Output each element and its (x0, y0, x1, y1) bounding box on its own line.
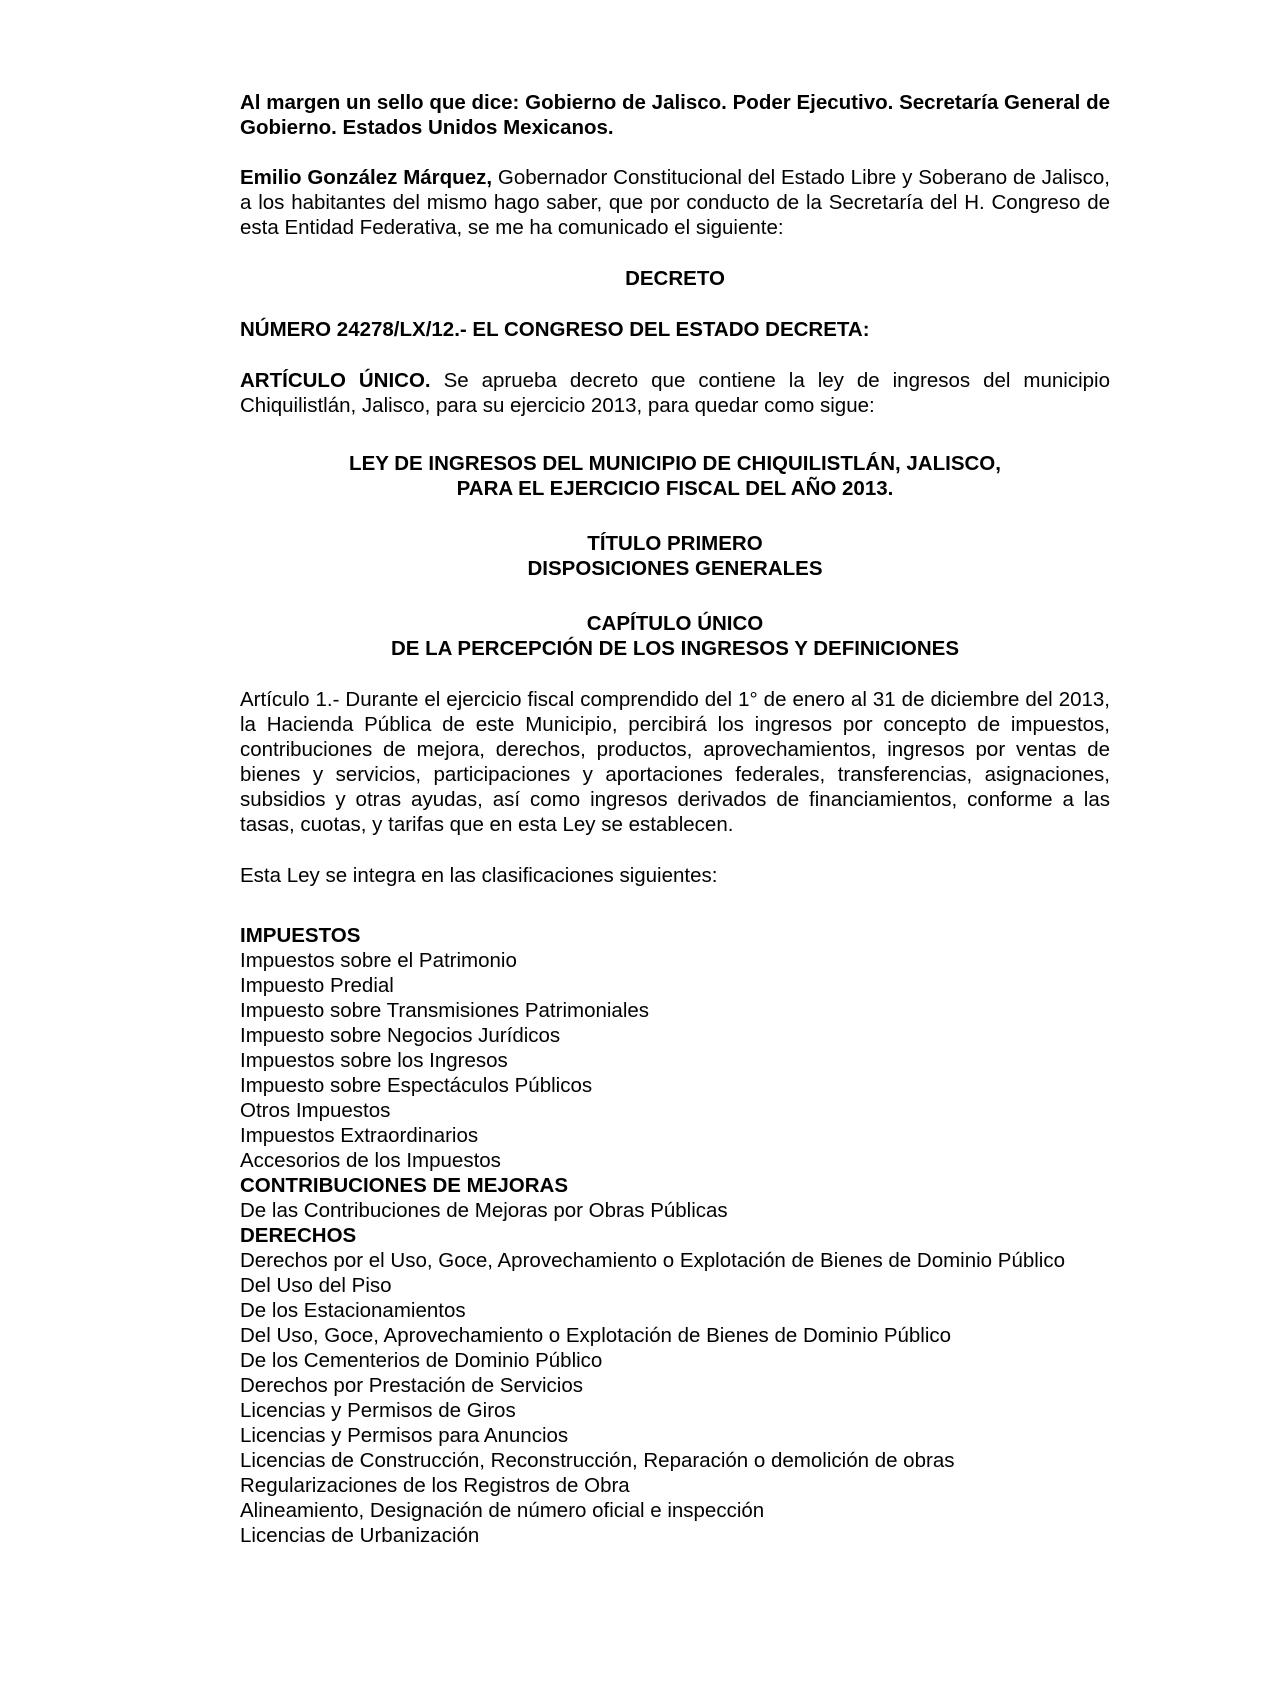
classification-list (240, 923, 1110, 1548)
list-item: Licencias y Permisos de Giros (240, 1399, 516, 1422)
title-line-2: DISPOSICIONES GENERALES (527, 557, 823, 580)
title-line-1: TÍTULO PRIMERO (587, 532, 763, 555)
list-item: Derechos por Prestación de Servicios (240, 1374, 583, 1397)
stamp-note: Al margen un sello que dice: Gobierno de Jalisco. Poder Ejecutivo. Secretaría General de Gobierno. Estados Unidos Mexicanos. (240, 91, 1110, 139)
governor-text: Gobernador Constitucional del Estado Libre y Soberano de Jalisco, a los habitantes del mismo hago saber, que por conducto de la Secretaría del H. Congreso de esta Entidad Federativa, se me ha comunicado el siguiente: (240, 166, 1110, 239)
list-item: Licencias de Urbanización (240, 1524, 480, 1547)
list-item: Impuestos sobre los Ingresos (240, 1049, 508, 1072)
title-primero (240, 531, 1110, 581)
list-item: Impuesto sobre Negocios Jurídicos (240, 1024, 561, 1047)
list-item: Impuestos sobre el Patrimonio (240, 949, 517, 972)
section-heading-contribuciones: CONTRIBUCIONES DE MEJORAS (240, 1174, 569, 1197)
list-item: Impuestos Extraordinarios (240, 1124, 479, 1147)
classification-intro: Esta Ley se integra en las clasificaciones siguientes: (240, 864, 718, 887)
list-item: Accesorios de los Impuestos (240, 1149, 501, 1172)
list-item: Licencias de Construcción, Reconstrucción, Reparación o demolición de obras (240, 1449, 955, 1472)
list-item: De las Contribuciones de Mejoras por Obras Públicas (240, 1199, 728, 1222)
law-title (240, 451, 1110, 501)
chapter-heading (240, 611, 1110, 661)
chapter-line-2: DE LA PERCEPCIÓN DE LOS INGRESOS Y DEFINICIONES (390, 637, 960, 660)
list-item: Alineamiento, Designación de número oficial e inspección (240, 1499, 765, 1522)
list-item: Otros Impuestos (240, 1099, 391, 1122)
article-1-paragraph: Artículo 1.- Durante el ejercicio fiscal comprendido del 1° de enero al 31 de diciembre del 2013, la Hacienda Pública de este Municipio, percibirá los ingresos por concepto de impuestos, contribuciones de mejora, derechos, productos, aprovechamientos, ingresos por ventas de bienes y servicios, participaciones y aportaciones federales, transferencias, asignaciones, subsidios y otras ayudas, así como ingresos derivados de financiamientos, conforme a las tasas, cuotas, y tarifas que en esta Ley se establecen. (240, 688, 1110, 836)
list-item: Impuesto sobre Transmisiones Patrimoniales (240, 999, 650, 1022)
decree-number: NÚMERO 24278/LX/12.- EL CONGRESO DEL ESTADO DECRETA: (240, 318, 870, 341)
chapter-line-1: CAPÍTULO ÚNICO (586, 612, 764, 635)
list-item: Licencias y Permisos para Anuncios (240, 1424, 569, 1447)
law-title-line-1: LEY DE INGRESOS DEL MUNICIPIO DE CHIQUILISTLÁN, JALISCO, (349, 452, 1001, 475)
law-title-line-2: PARA EL EJERCICIO FISCAL DEL AÑO 2013. (456, 477, 894, 500)
list-item: Del Uso, Goce, Aprovechamiento o Explotación de Bienes de Dominio Público (240, 1324, 952, 1347)
article-unico-text: Se aprueba decreto que contiene la ley de ingresos del municipio Chiquilistlán, Jalisco, para su ejercicio 2013, para quedar como sigue: (240, 369, 1110, 417)
list-item: De los Cementerios de Dominio Público (240, 1349, 603, 1372)
article-unico-paragraph (240, 368, 1110, 418)
article-unico-label: ARTÍCULO ÚNICO. (240, 369, 431, 392)
governor-name: Emilio González Márquez, (240, 166, 493, 189)
decreto-heading: DECRETO (625, 267, 725, 290)
document-page (240, 90, 1110, 1548)
list-item: Del Uso del Piso (240, 1274, 392, 1297)
section-heading-impuestos: IMPUESTOS (240, 924, 361, 947)
list-item: Impuesto Predial (240, 974, 394, 997)
list-item: Derechos por el Uso, Goce, Aprovechamiento o Explotación de Bienes de Dominio Público (240, 1249, 1066, 1272)
list-item: Impuesto sobre Espectáculos Públicos (240, 1074, 593, 1097)
list-item: Regularizaciones de los Registros de Obra (240, 1474, 630, 1497)
governor-paragraph (240, 165, 1110, 240)
section-heading-derechos: DERECHOS (240, 1224, 357, 1247)
list-item: De los Estacionamientos (240, 1299, 466, 1322)
